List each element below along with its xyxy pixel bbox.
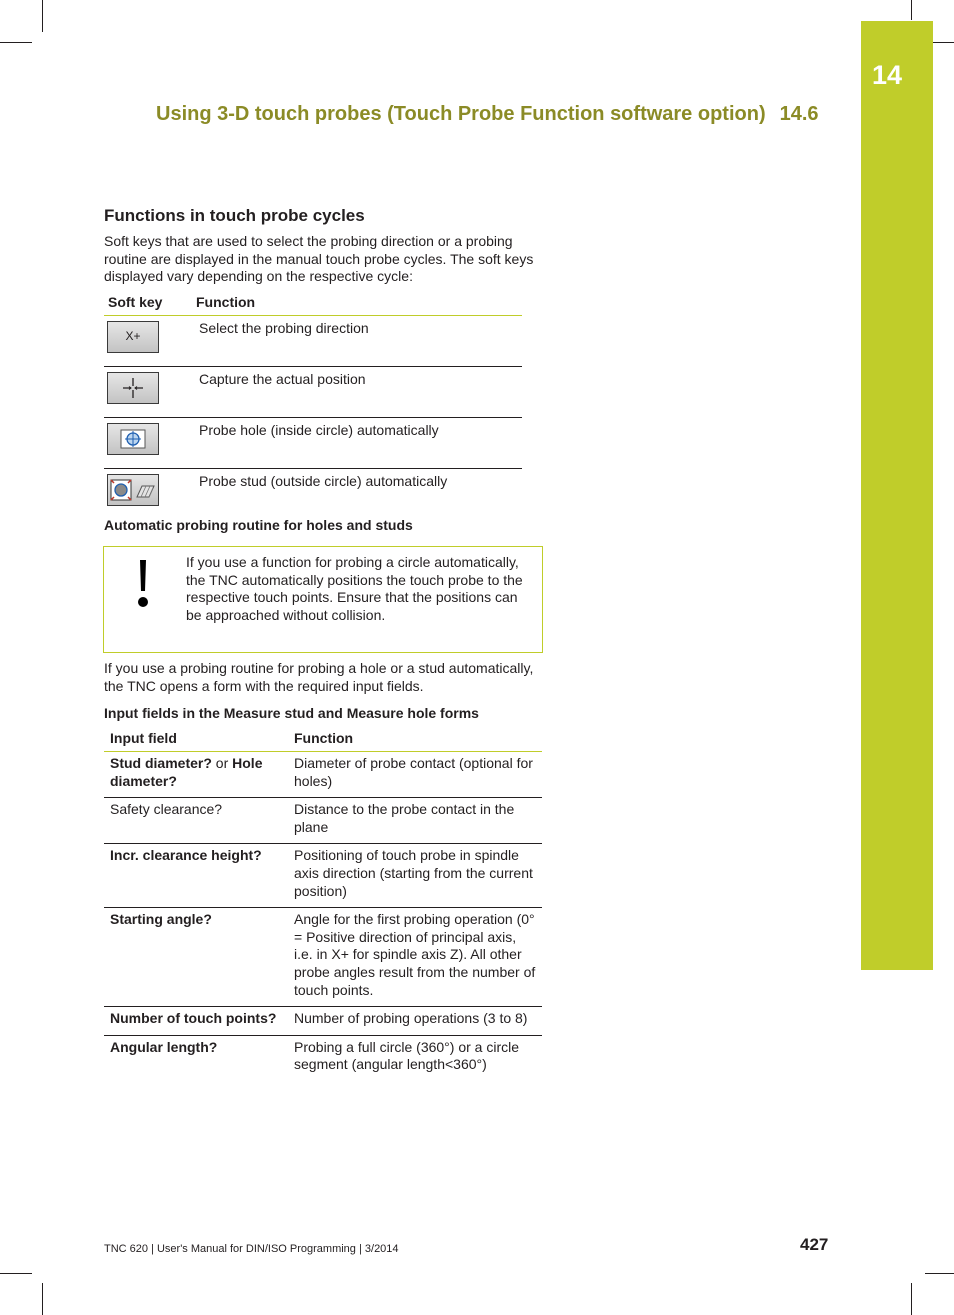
input-fields-table: [104, 728, 542, 1081]
input-field-header: Input field: [104, 728, 288, 752]
crop-mark: [42, 1283, 43, 1315]
field-cell: [104, 752, 288, 798]
field-cell: Safety clearance?: [104, 798, 288, 844]
table-row: [104, 1035, 542, 1081]
crop-mark: [0, 42, 32, 43]
running-head-section: 14.6: [779, 103, 819, 125]
page-number: 427: [800, 1235, 829, 1254]
table-row: [104, 752, 542, 798]
form-para: If you use a probing routine for probing a hole or a stud automatically, the TNC opens a form with the required input fields.: [104, 660, 534, 694]
field-cell: Angular length?: [110, 1038, 218, 1055]
function-cell: Probing a full circle (360°) or a circle segment (angular length<360°): [294, 1038, 520, 1073]
softkey-header: Soft key: [104, 292, 192, 316]
function-cell: Select the probing direction: [192, 316, 522, 367]
note-text: If you use a function for probing a circle automatically, the TNC automatically positions the touch probe to the respective touch points. Ensure that the positions can be approached without collision.: [186, 554, 523, 623]
exclamation-icon: [135, 559, 151, 609]
table-row: [104, 798, 542, 844]
field-cell: Incr. clearance height?: [104, 844, 288, 908]
note-divider: [184, 547, 185, 652]
note-box: [103, 546, 543, 653]
function-cell: Diameter of probe contact (optional for holes): [288, 752, 542, 798]
softkey-label: X+: [125, 329, 141, 344]
field-name: Stud diameter?: [110, 755, 212, 771]
probe-hole-icon: [118, 428, 148, 450]
crop-mark: [42, 0, 43, 32]
field-or: or: [211, 755, 233, 771]
crop-mark: [911, 0, 912, 20]
function-cell: Angle for the first probing operation (0° = Positive direction of principal axis, i.e. in X+ for spindle axis Z). All other probe angles result from the number of touch points.: [288, 908, 542, 1007]
field-cell: Starting angle?: [104, 908, 288, 1007]
table-row: [104, 316, 522, 367]
field-cell: Number of touch points?: [104, 1007, 288, 1036]
x-plus-softkey[interactable]: [107, 321, 159, 353]
table-row: [104, 367, 522, 418]
table-row: [104, 844, 542, 908]
function-header: Function: [192, 292, 522, 316]
function-cell: Probe hole (inside circle) automatically: [192, 418, 522, 469]
input-fields-heading: Input fields in the Measure stud and Measure hole forms: [104, 705, 479, 721]
function-cell: Capture the actual position: [192, 367, 522, 418]
function-cell: Distance to the probe contact in the plane: [288, 798, 542, 844]
section-intro: Soft keys that are used to select the probing direction or a probing routine are displayed in the manual touch probe cycles. The soft keys displayed vary depending on the respective cycle:: [104, 233, 534, 285]
softkey-table: [104, 292, 522, 519]
function-cell: Positioning of touch probe in spindle axis direction (starting from the current position): [288, 844, 542, 908]
table-row: [104, 908, 542, 1007]
capture-position-softkey[interactable]: [107, 372, 159, 404]
crop-mark: [925, 1273, 954, 1274]
crop-mark: [911, 1283, 912, 1315]
running-head-title: Using 3-D touch probes (Touch Probe Function software option): [156, 103, 766, 125]
probe-stud-softkey[interactable]: [107, 474, 159, 506]
table-row: [104, 1007, 542, 1036]
running-head: [156, 103, 836, 126]
table-row: [104, 469, 522, 520]
chapter-tab: [861, 21, 933, 970]
chapter-number: 14: [872, 60, 903, 90]
probe-stud-icon: [109, 477, 157, 503]
table-row: [104, 418, 522, 469]
auto-routine-heading: Automatic probing routine for holes and studs: [104, 517, 413, 533]
function-cell: Number of probing operations (3 to 8): [288, 1007, 542, 1036]
function-cell: Probe stud (outside circle) automatically: [199, 473, 448, 489]
probe-hole-softkey[interactable]: [107, 423, 159, 455]
section-title: Functions in touch probe cycles: [104, 206, 365, 225]
crop-mark: [0, 1273, 32, 1274]
crosshair-icon: [121, 376, 145, 400]
field-name: Hole diameter?: [110, 755, 263, 789]
function-header: Function: [288, 728, 542, 752]
footer-text: TNC 620 | User's Manual for DIN/ISO Programming | 3/2014: [104, 1243, 399, 1255]
